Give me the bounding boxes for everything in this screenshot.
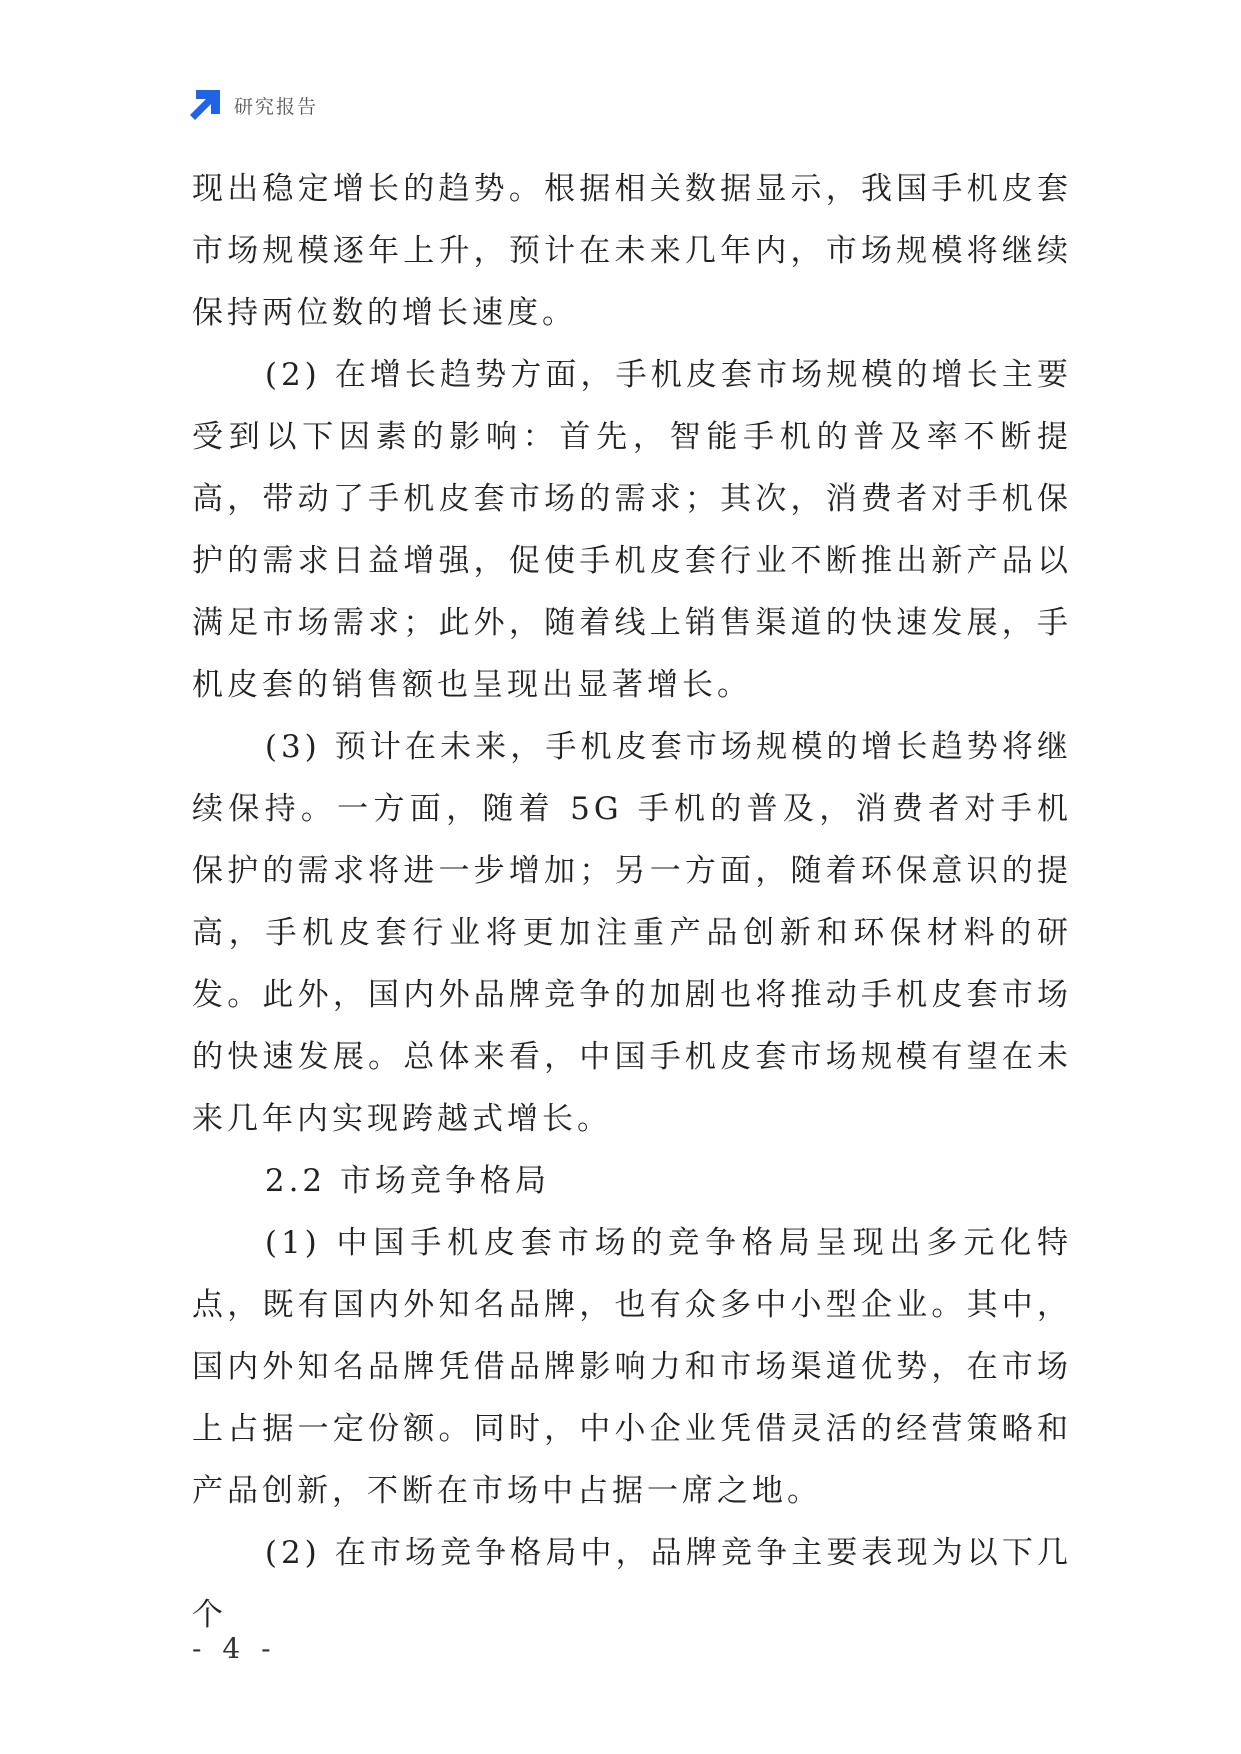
section-heading: 2.2 市场竞争格局 <box>264 1163 550 1199</box>
page-number: - 4 - <box>192 1632 277 1665</box>
document-body <box>192 158 1072 1646</box>
paragraph-competition-overview: (1) 中国手机皮套市场的竞争格局呈现出多元化特点，既有国内外知名品牌，也有众多中小型企业。其中，国内外知名品牌凭借品牌影响力和市场渠道优势，在市场上占据一定份额。同时，中小企业凭借灵活的经营策略和产品创新，不断在市场中占据一席之地。 <box>192 1225 1072 1509</box>
paragraph-future-outlook: (3) 预计在未来，手机皮套市场规模的增长趋势将继续保持。一方面，随着 5G 手机的普及，消费者对手机保护的需求将进一步增加；另一方面，随着环保意识的提高，手机皮套行业将更加注重产品创新和环保材料的研发。此外，国内外品牌竞争的加剧也将推动手机皮套市场的快速发展。总体来看，中国手机皮套市场规模有望在未来几年内实现跨越式增长。 <box>192 729 1072 1137</box>
paragraph-growth-factors: (2) 在增长趋势方面，手机皮套市场规模的增长主要受到以下因素的影响：首先，智能手机的普及率不断提高，带动了手机皮套市场的需求；其次，消费者对手机保护的需求日益增强，促使手机皮套行业不断推出新产品以满足市场需求；此外，随着线上销售渠道的快速发展，手机皮套的销售额也呈现出显著增长。 <box>192 357 1072 703</box>
arrow-up-right-logo-icon <box>188 88 222 122</box>
header-title: 研究报告 <box>234 95 319 118</box>
page-header <box>188 88 318 122</box>
paragraph-continuation: 现出稳定增长的趋势。根据相关数据显示，我国手机皮套市场规模逐年上升，预计在未来几年内，市场规模将继续保持两位数的增长速度。 <box>192 171 1072 331</box>
paragraph-brand-competition: (2) 在市场竞争格局中，品牌竞争主要表现为以下几个 <box>192 1535 1072 1633</box>
